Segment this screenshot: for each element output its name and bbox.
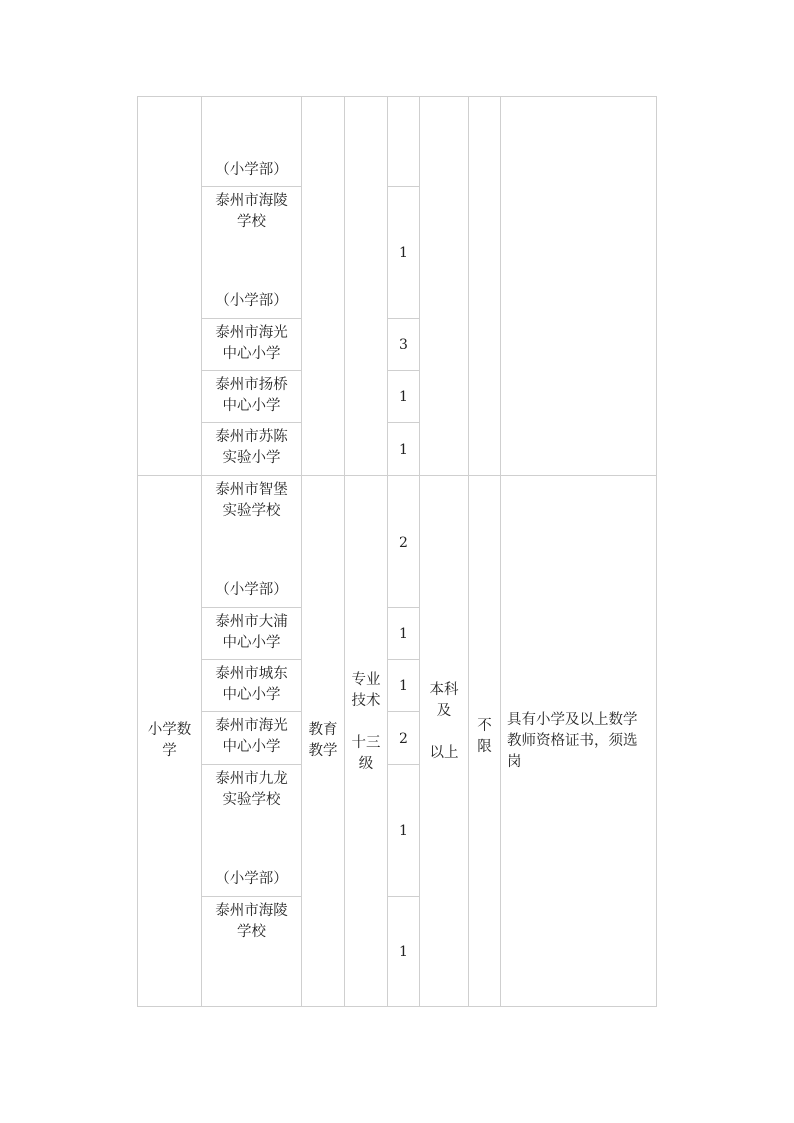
school-cell — [201, 607, 302, 660]
school-cell — [201, 475, 302, 608]
count-value: 1 — [399, 678, 408, 694]
count-value: 1 — [399, 389, 408, 405]
count-cell — [387, 764, 420, 897]
count-value: 1 — [399, 245, 408, 261]
school-cell — [201, 318, 302, 371]
school-cell — [201, 764, 302, 897]
count-value: 2 — [399, 535, 408, 551]
level-text: 专业 技术 十三 级 — [351, 672, 381, 772]
school-name: 泰州市海陵 学校 — [215, 193, 288, 230]
school-name: 泰州市扬桥 中心小学 — [215, 377, 288, 414]
count-value: 2 — [399, 731, 408, 747]
count-cell — [387, 186, 420, 319]
school-cell — [201, 896, 302, 1007]
school-name: 泰州市海光 中心小学 — [215, 325, 288, 362]
count-cell — [387, 711, 420, 765]
category-cell — [301, 475, 345, 1007]
requirement-text: 具有小学及以上数学教师资格证书，须选岗 — [507, 712, 638, 770]
requirement-cell — [500, 475, 657, 1007]
category-text: 教育 教学 — [308, 722, 338, 759]
count-value: 1 — [399, 944, 408, 960]
count-cell — [387, 370, 420, 423]
school-cell — [201, 659, 302, 712]
school-name: 泰州市智堡 实验学校 — [215, 482, 288, 519]
major-cell — [468, 475, 501, 1007]
count-value: 1 — [399, 626, 408, 642]
count-cell — [387, 96, 420, 187]
top-level-cell — [344, 96, 388, 476]
count-cell — [387, 607, 420, 660]
school-sub: （小学部） — [215, 871, 288, 887]
school-cell — [201, 711, 302, 765]
school-name: 泰州市大浦 中心小学 — [215, 614, 288, 651]
major-text: 不 限 — [477, 718, 492, 755]
count-cell — [387, 318, 420, 371]
school-cell — [201, 96, 302, 187]
school-cell — [201, 422, 302, 476]
count-cell — [387, 896, 420, 1007]
school-name: 泰州市海光 中心小学 — [215, 718, 288, 755]
education-cell — [419, 475, 469, 1007]
top-category-cell — [301, 96, 345, 476]
count-cell — [387, 475, 420, 608]
school-sub: （小学部） — [215, 162, 288, 178]
school-cell — [201, 186, 302, 319]
school-name: 泰州市九龙 实验学校 — [215, 771, 288, 808]
school-sub: （小学部） — [215, 293, 288, 309]
count-value: 1 — [399, 442, 408, 458]
top-major-cell — [468, 96, 501, 476]
count-value: 1 — [399, 823, 408, 839]
level-cell — [344, 475, 388, 1007]
subject-cell — [137, 475, 202, 1007]
education-text: 本科 及 以上 — [429, 682, 459, 761]
subject-text: 小学数 学 — [147, 722, 192, 759]
top-education-cell — [419, 96, 469, 476]
school-name: 泰州市城东 中心小学 — [215, 666, 288, 703]
school-name: 泰州市海陵 学校 — [215, 903, 288, 940]
school-sub: （小学部） — [215, 582, 288, 598]
count-cell — [387, 422, 420, 476]
top-subject-cell — [137, 96, 202, 476]
count-value: 3 — [399, 337, 408, 353]
school-name: 泰州市苏陈 实验小学 — [215, 429, 288, 466]
top-requirement-cell — [500, 96, 657, 476]
count-cell — [387, 659, 420, 712]
school-cell — [201, 370, 302, 423]
